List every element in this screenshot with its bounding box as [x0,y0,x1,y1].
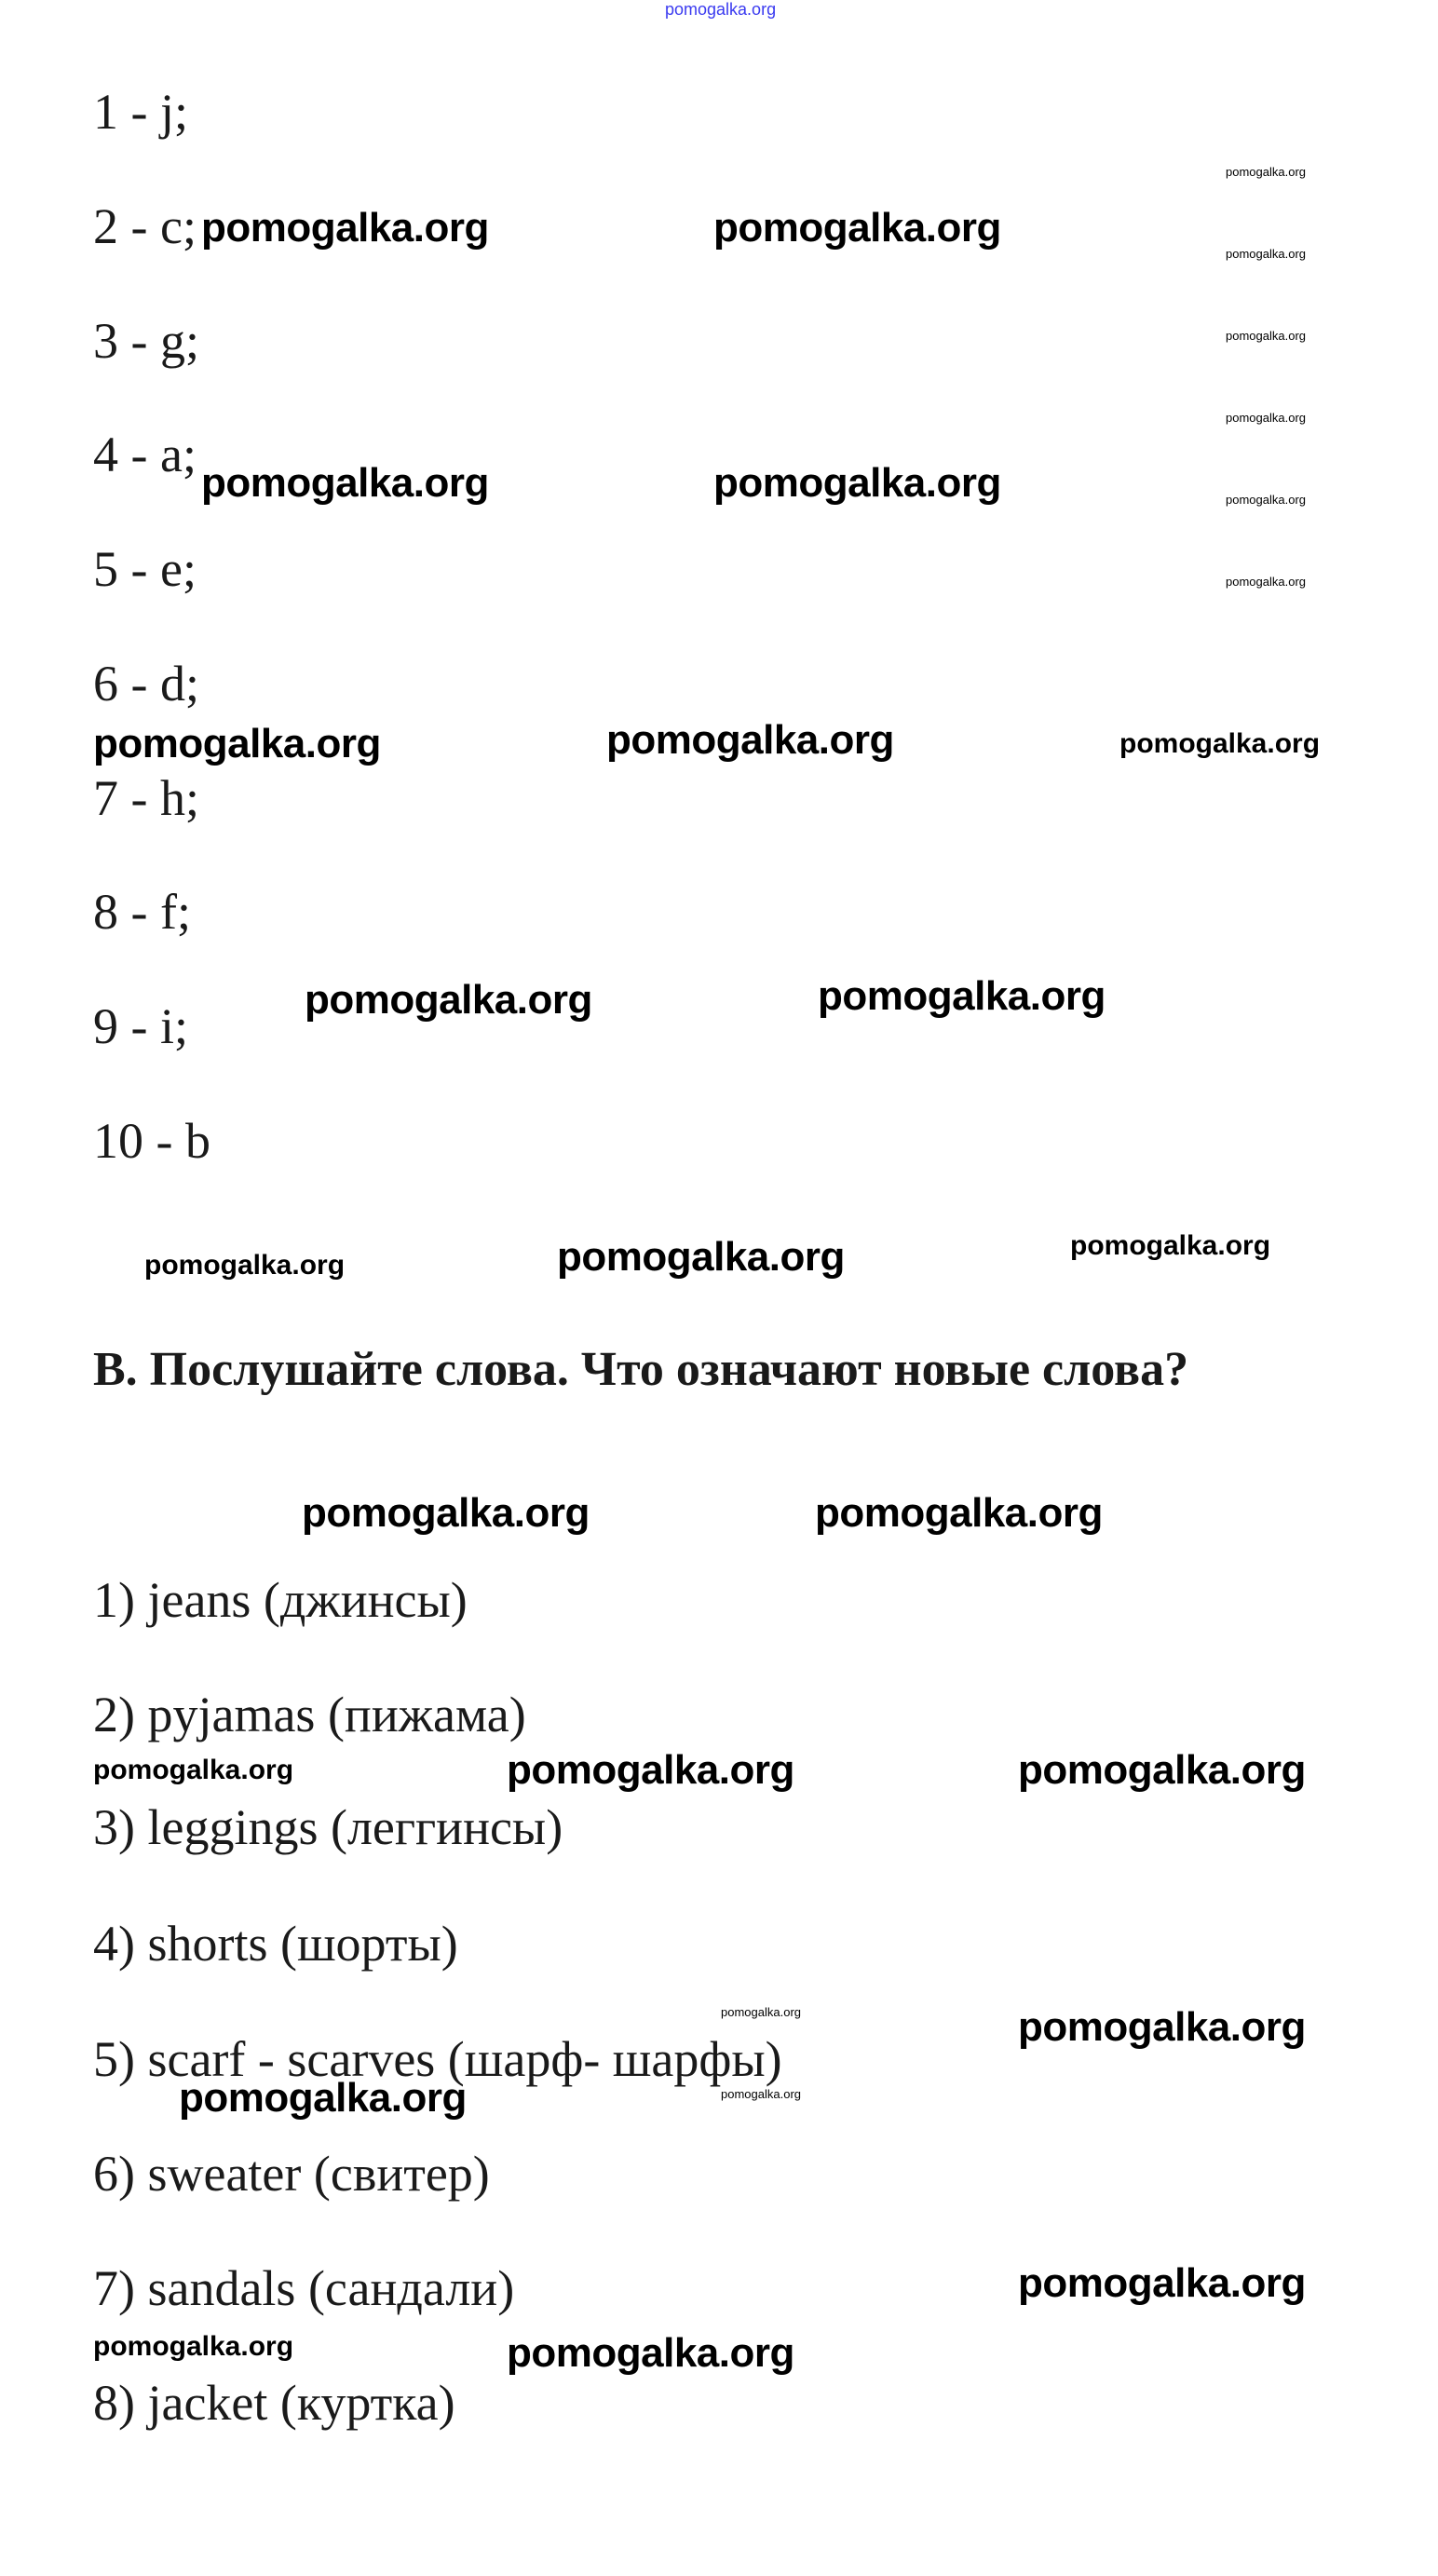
watermark: pomogalka.org [305,977,592,1023]
watermark: pomogalka.org [606,717,894,763]
watermark: pomogalka.org [815,1490,1103,1536]
watermark: pomogalka.org [1018,1747,1306,1793]
watermark: pomogalka.org [1018,2260,1306,2306]
watermark: pomogalka.org [557,1234,845,1280]
watermark: pomogalka.org [93,2331,294,2362]
watermark: pomogalka.org [721,2005,801,2019]
watermark: pomogalka.org [201,205,489,251]
answer-line: 3 - g; [93,313,199,369]
watermark: pomogalka.org [144,1250,346,1281]
vocab-item: 1) jeans (джинсы) [93,1572,468,1628]
vocab-item: 2) pyjamas (пижама) [93,1687,526,1742]
watermark: pomogalka.org [1226,329,1306,343]
watermark: pomogalka.org [1119,728,1321,759]
watermark: pomogalka.org [507,1747,794,1793]
watermark: pomogalka.org [1070,1230,1271,1261]
vocab-item: 8) jacket (куртка) [93,2375,455,2431]
watermark: pomogalka.org [1226,247,1306,261]
vocab-item: 5) scarf - scarves (шарф- шарфы) [93,2031,782,2087]
watermark: pomogalka.org [93,721,381,766]
watermark: pomogalka.org [713,205,1001,251]
answer-line: 4 - a; [93,427,197,482]
answer-line: 10 - b [93,1113,210,1169]
watermark: pomogalka.org [818,973,1106,1019]
answer-line: 6 - d; [93,656,199,712]
vocab-item: 6) sweater (свитер) [93,2146,490,2202]
watermark: pomogalka.org [1226,493,1306,507]
answer-line: 7 - h; [93,770,199,826]
answer-line: 2 - c; [93,198,197,254]
watermark: pomogalka.org [1226,411,1306,425]
watermark: pomogalka.org [713,460,1001,506]
watermark: pomogalka.org [1018,2004,1306,2050]
watermark: pomogalka.org [179,2075,467,2121]
watermark: pomogalka.org [507,2330,794,2376]
answer-line: 5 - e; [93,541,197,597]
watermark: pomogalka.org [201,460,489,506]
watermark: pomogalka.org [721,2087,801,2101]
vocab-item: 3) leggings (леггинсы) [93,1799,563,1855]
section-b-heading: B. Послушайте слова. Что означают новые слова? [93,1343,1189,1396]
answer-line: 1 - j; [93,84,188,140]
top-watermark: pomogalka.org [665,0,777,19]
watermark: pomogalka.org [302,1490,590,1536]
watermark: pomogalka.org [1226,165,1306,179]
answer-line: 9 - i; [93,998,188,1054]
vocab-item: 7) sandals (сандали) [93,2260,515,2316]
watermark: pomogalka.org [1226,575,1306,589]
vocab-item: 4) shorts (шорты) [93,1916,458,1972]
answer-line: 8 - f; [93,884,191,940]
watermark: pomogalka.org [93,1755,294,1785]
